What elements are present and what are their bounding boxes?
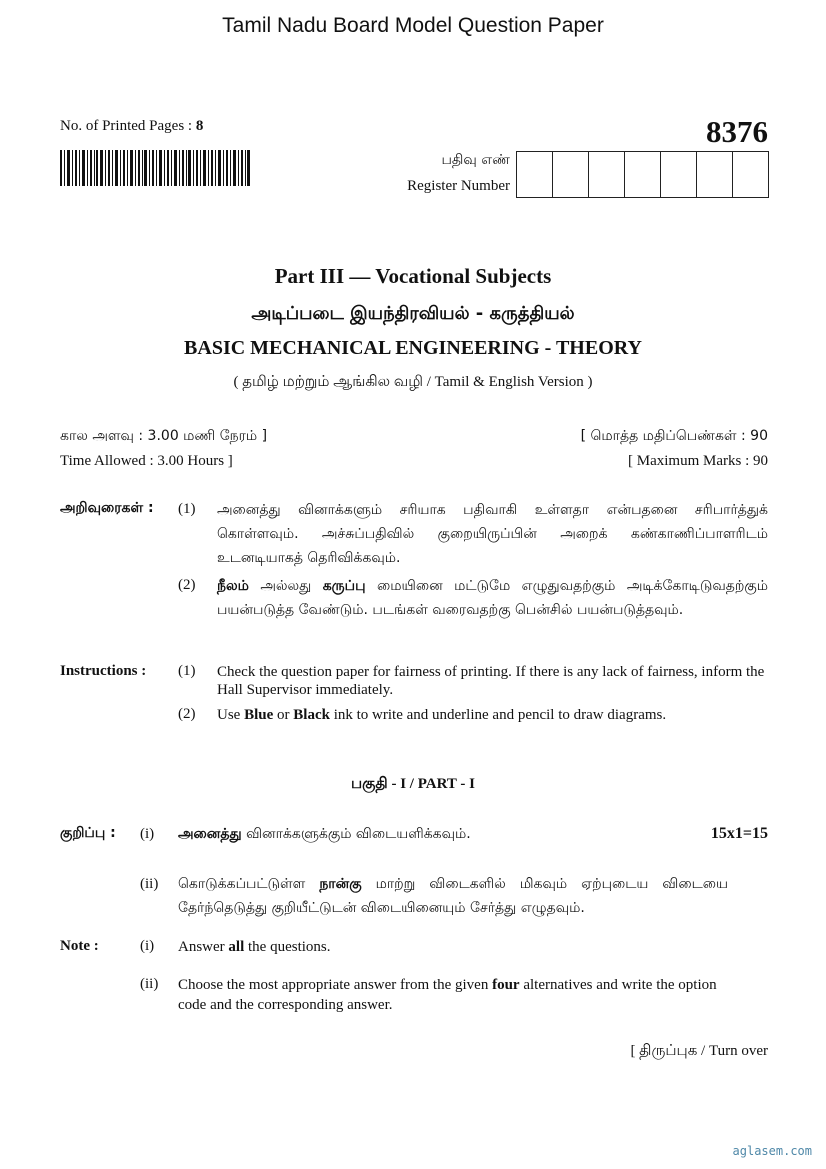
text-span: the questions.	[244, 939, 331, 955]
register-number-label-tamil: பதிவு எண்	[441, 152, 510, 168]
text-span: Use	[217, 707, 245, 723]
bold-word: நீலம்	[217, 578, 249, 594]
subject-title: BASIC MECHANICAL ENGINEERING - THEORY	[184, 337, 642, 359]
bold-word: அனைத்து	[178, 826, 242, 842]
text-span: வினாக்களுக்கும் விடையளிக்கவும்.	[241, 826, 471, 842]
instruction-number: (1)	[178, 501, 196, 517]
text-span: அல்லது	[248, 578, 323, 594]
marks-formula: 15x1=15	[710, 825, 768, 842]
register-digit-box[interactable]	[733, 152, 768, 197]
register-digit-box[interactable]	[517, 152, 553, 197]
note-label: Note :	[60, 938, 99, 954]
note-number: (i)	[140, 826, 155, 842]
text-span: Choose the most appropriate answer from the given	[178, 977, 493, 993]
printed-pages-label: No. of Printed Pages :	[60, 118, 196, 134]
version-line: ( தமிழ் மற்றும் ஆங்கில வழி / Tamil & English Version )	[233, 374, 593, 390]
note-tamil-2	[178, 872, 728, 920]
instruction-number: (1)	[178, 663, 196, 679]
text-span: கொடுக்கப்பட்டுள்ள	[178, 876, 320, 892]
instructions-tamil-label: அறிவுரைகள் :	[60, 500, 154, 516]
turn-over-note: [ திருப்புக / Turn over	[630, 1043, 768, 1059]
instruction-2	[217, 706, 768, 724]
bold-word: Black	[293, 707, 330, 723]
subject-title-tamil: அடிப்படை இயந்திரவியல் - கருத்தியல்	[251, 303, 575, 324]
note-number: (ii)	[140, 976, 159, 992]
register-digit-box[interactable]	[553, 152, 589, 197]
bold-word: all	[228, 939, 245, 955]
register-number-label: Register Number	[407, 178, 510, 194]
instruction-tamil-2	[217, 574, 768, 622]
printed-pages	[60, 118, 203, 135]
bold-word: நான்கு	[319, 876, 362, 892]
instruction-1: Check the question paper for fairness of printing. If there is any lack of fairness, inform the Hall Supervisor immediately.	[217, 664, 765, 698]
part-title: Part III — Vocational Subjects	[274, 264, 552, 288]
text-span: ink to write and underline and pencil to draw diagrams.	[329, 707, 667, 723]
instructions-label: Instructions :	[60, 663, 147, 679]
barcode	[60, 150, 250, 186]
maximum-marks: [ Maximum Marks : 90	[628, 453, 768, 469]
note-number: (ii)	[140, 876, 159, 892]
register-number-boxes[interactable]	[516, 151, 769, 198]
text-span: மையினை மட்டுமே எழுதுவதற்கும் அடிக்கோடிடுவதற்கும் பயன்படுத்த வேண்டும். படங்கள் வரைவதற்கு பென்சில் பயன்படுத்தவும்.	[217, 578, 768, 618]
text-span: or	[273, 707, 294, 723]
bold-word: four	[492, 977, 520, 993]
bold-word: Blue	[244, 707, 274, 723]
time-allowed: Time Allowed : 3.00 Hours ]	[60, 453, 233, 469]
register-digit-box[interactable]	[625, 152, 661, 197]
instruction-number: (2)	[178, 706, 196, 722]
note-tamil-label: குறிப்பு :	[60, 825, 116, 841]
part-one-heading: பகுதி - I / PART - I	[351, 776, 475, 792]
note-number: (i)	[140, 938, 155, 954]
instruction-tamil-1: அனைத்து வினாக்களும் சரியாக பதிவாகி உள்ளதா என்பதனை சரிபார்த்துக் கொள்ளவும். அச்சுப்பதிவில் குறையிருப்பின் அறைக் கண்காணிப்பாளரிடம் உடனடியாகத் தெரிவிக்கவும்.	[217, 502, 768, 566]
instruction-number: (2)	[178, 577, 196, 593]
paper-code: 8376	[706, 114, 768, 149]
time-allowed-tamil: கால அளவு : 3.00 மணி நேரம் ]	[60, 428, 268, 444]
text-span: Answer	[178, 939, 229, 955]
text-span: alternatives and write the option code and the corresponding answer.	[178, 977, 717, 1013]
maximum-marks-tamil: [ மொத்த மதிப்பெண்கள் : 90	[580, 428, 768, 444]
register-digit-box[interactable]	[661, 152, 697, 197]
footer-site: aglasem.com	[732, 1144, 812, 1158]
header-title: Tamil Nadu Board Model Question Paper	[222, 14, 604, 37]
register-digit-box[interactable]	[697, 152, 733, 197]
bold-word: கருப்பு	[322, 578, 366, 594]
note-2	[178, 975, 728, 1015]
note-tamil-1	[178, 822, 728, 846]
note-1	[178, 937, 728, 957]
text-span: மாற்று விடைகளில் மிகவும் ஏற்புடைய விடையை தேர்ந்தெடுத்து குறியீட்டுடன் விடையினையும் சேர்த்து எழுதவும்.	[178, 876, 728, 916]
printed-pages-value: 8	[195, 118, 204, 134]
register-digit-box[interactable]	[589, 152, 625, 197]
